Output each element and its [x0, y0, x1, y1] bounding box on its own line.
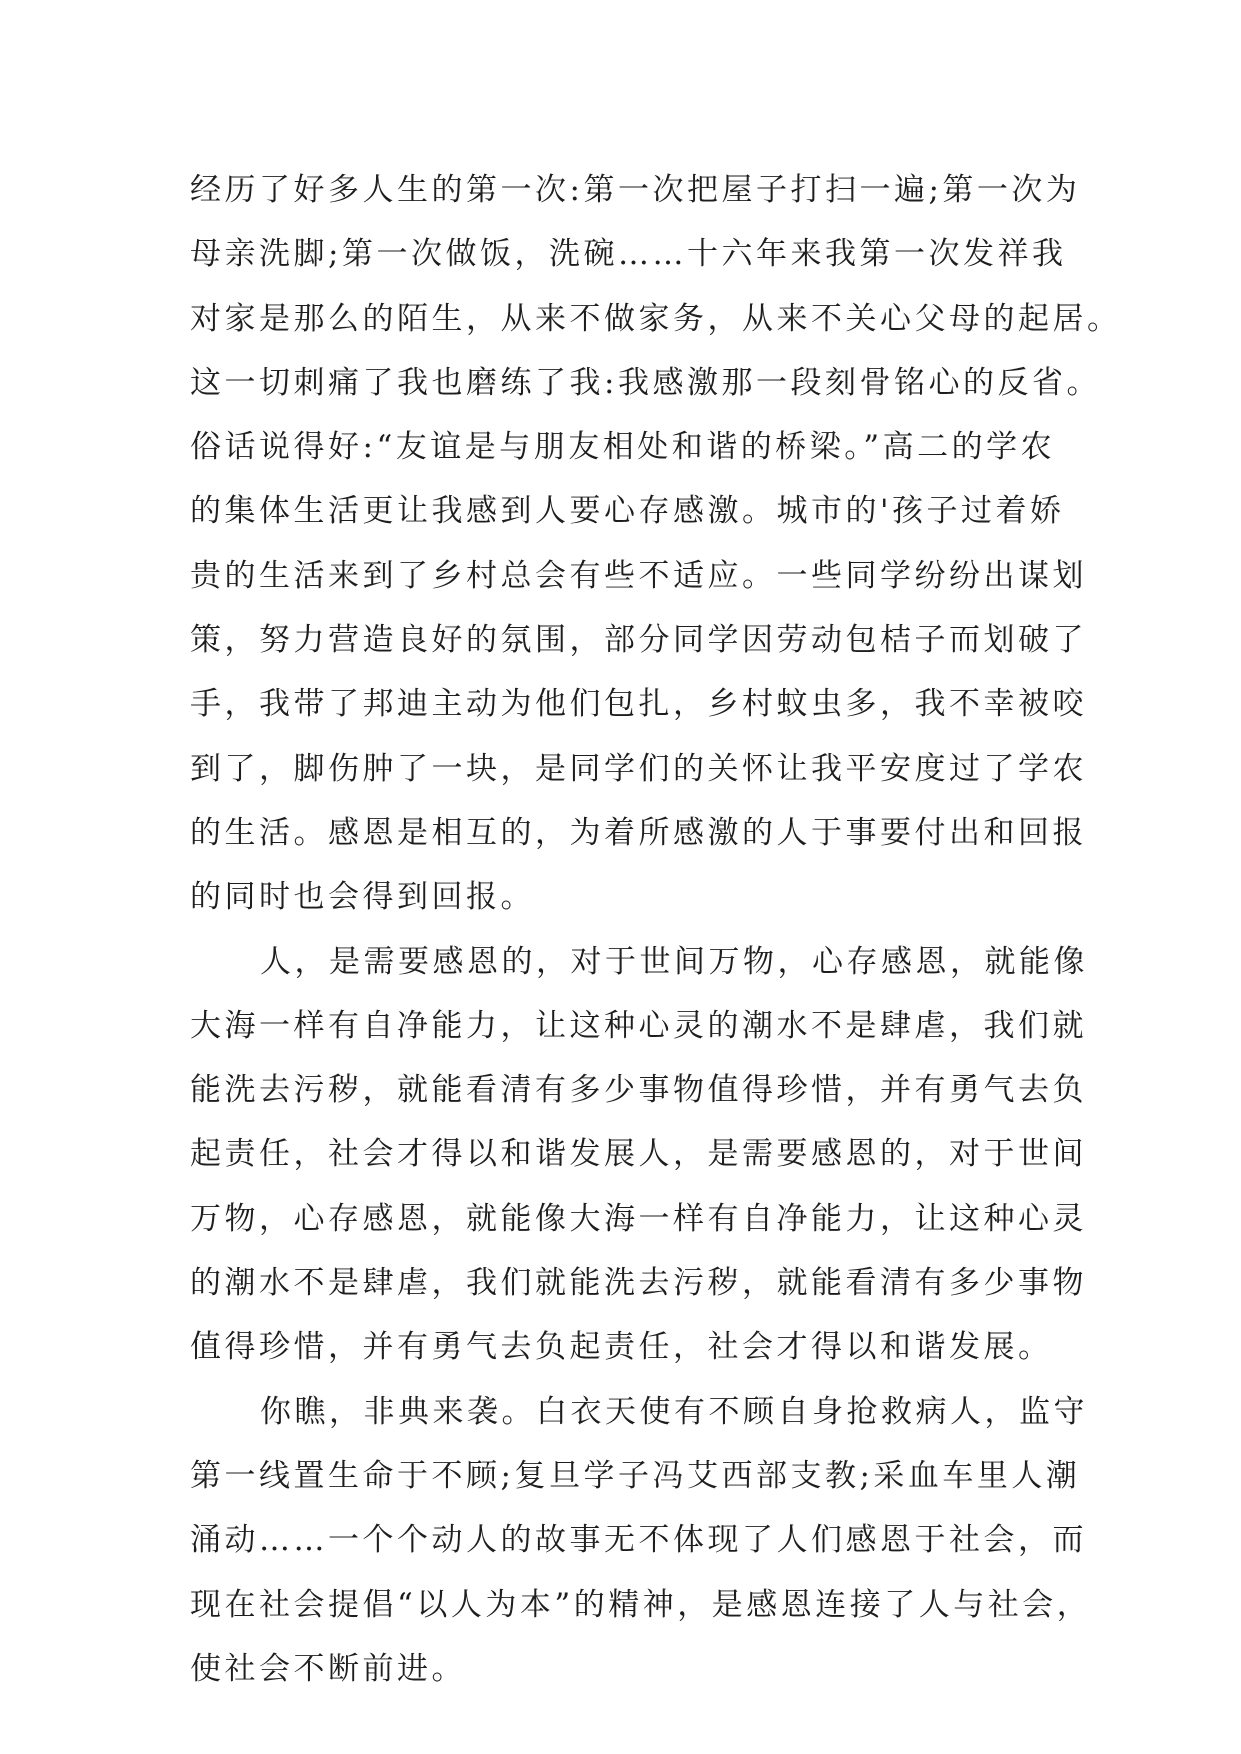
text-line: 这一切刺痛了我也磨练了我:我感激那一段刻骨铭心的反省。	[190, 364, 1101, 401]
text-line: 经历了好多人生的第一次:第一次把屋子打扫一遍;第一次为	[190, 172, 1081, 208]
text-line: 大海一样有自净能力，让这种心灵的潮水不是肆虐，我们就	[190, 1007, 1087, 1044]
paragraph-first-line: 人，是需要感恩的，对于世间万物，心存感恩，就能像	[260, 943, 1088, 980]
text-line: 万物，心存感恩，就能像大海一样有自净能力，让这种心灵	[190, 1200, 1087, 1237]
text-line: 第一线置生命于不顾;复旦学子冯艾西部支教;采血车里人潮	[190, 1457, 1081, 1494]
text-line: 值得珍惜，并有勇气去负起责任，社会才得以和谐发展。	[190, 1329, 1053, 1366]
text-line: 母亲洗脚;第一次做饭，洗碗……十六年来我第一次发祥我	[190, 236, 1067, 273]
text-line: 对家是那么的陌生，从来不做家务，从来不关心父母的起居。	[190, 300, 1122, 337]
text-line: 起责任，社会才得以和谐发展人，是需要感恩的，对于世间	[190, 1136, 1087, 1173]
text-line: 策，努力营造良好的氛围，部分同学因劳动包桔子而划破了	[190, 622, 1087, 659]
text-line: 现在社会提倡“以人为本”的精神，是感恩连接了人与社会，	[190, 1586, 1092, 1623]
text-line: 到了，脚伤肿了一块，是同学们的关怀让我平安度过了学农	[190, 750, 1087, 787]
text-line: 能洗去污秽，就能看清有多少事物值得珍惜，并有勇气去负	[190, 1072, 1087, 1109]
text-line: 的同时也会得到回报。	[190, 879, 535, 916]
text-line: 涌动……一个个动人的故事无不体现了人们感恩于社会，而	[190, 1522, 1087, 1559]
text-line: 的生活。感恩是相互的，为着所感激的人于事要付出和回报	[190, 814, 1087, 851]
text-line: 手，我带了邦迪主动为他们包扎，乡村蚊虫多，我不幸被咬	[190, 686, 1087, 723]
document-body	[190, 158, 1122, 1701]
text-line: 俗话说得好:“友谊是与朋友相处和谐的桥梁。”高二的学农	[190, 429, 1056, 466]
paragraph-first-line: 你瞧，非典来袭。白衣天使有不顾自身抢救病人，监守	[260, 1393, 1088, 1430]
text-line: 的集体生活更让我感到人要心存感激。城市的'孩子过着娇	[190, 493, 1065, 530]
text-line: 使社会不断前进。	[190, 1650, 466, 1687]
text-line: 贵的生活来到了乡村总会有些不适应。一些同学纷纷出谋划	[190, 557, 1087, 594]
text-line: 的潮水不是肆虐，我们就能洗去污秽，就能看清有多少事物	[190, 1265, 1087, 1302]
